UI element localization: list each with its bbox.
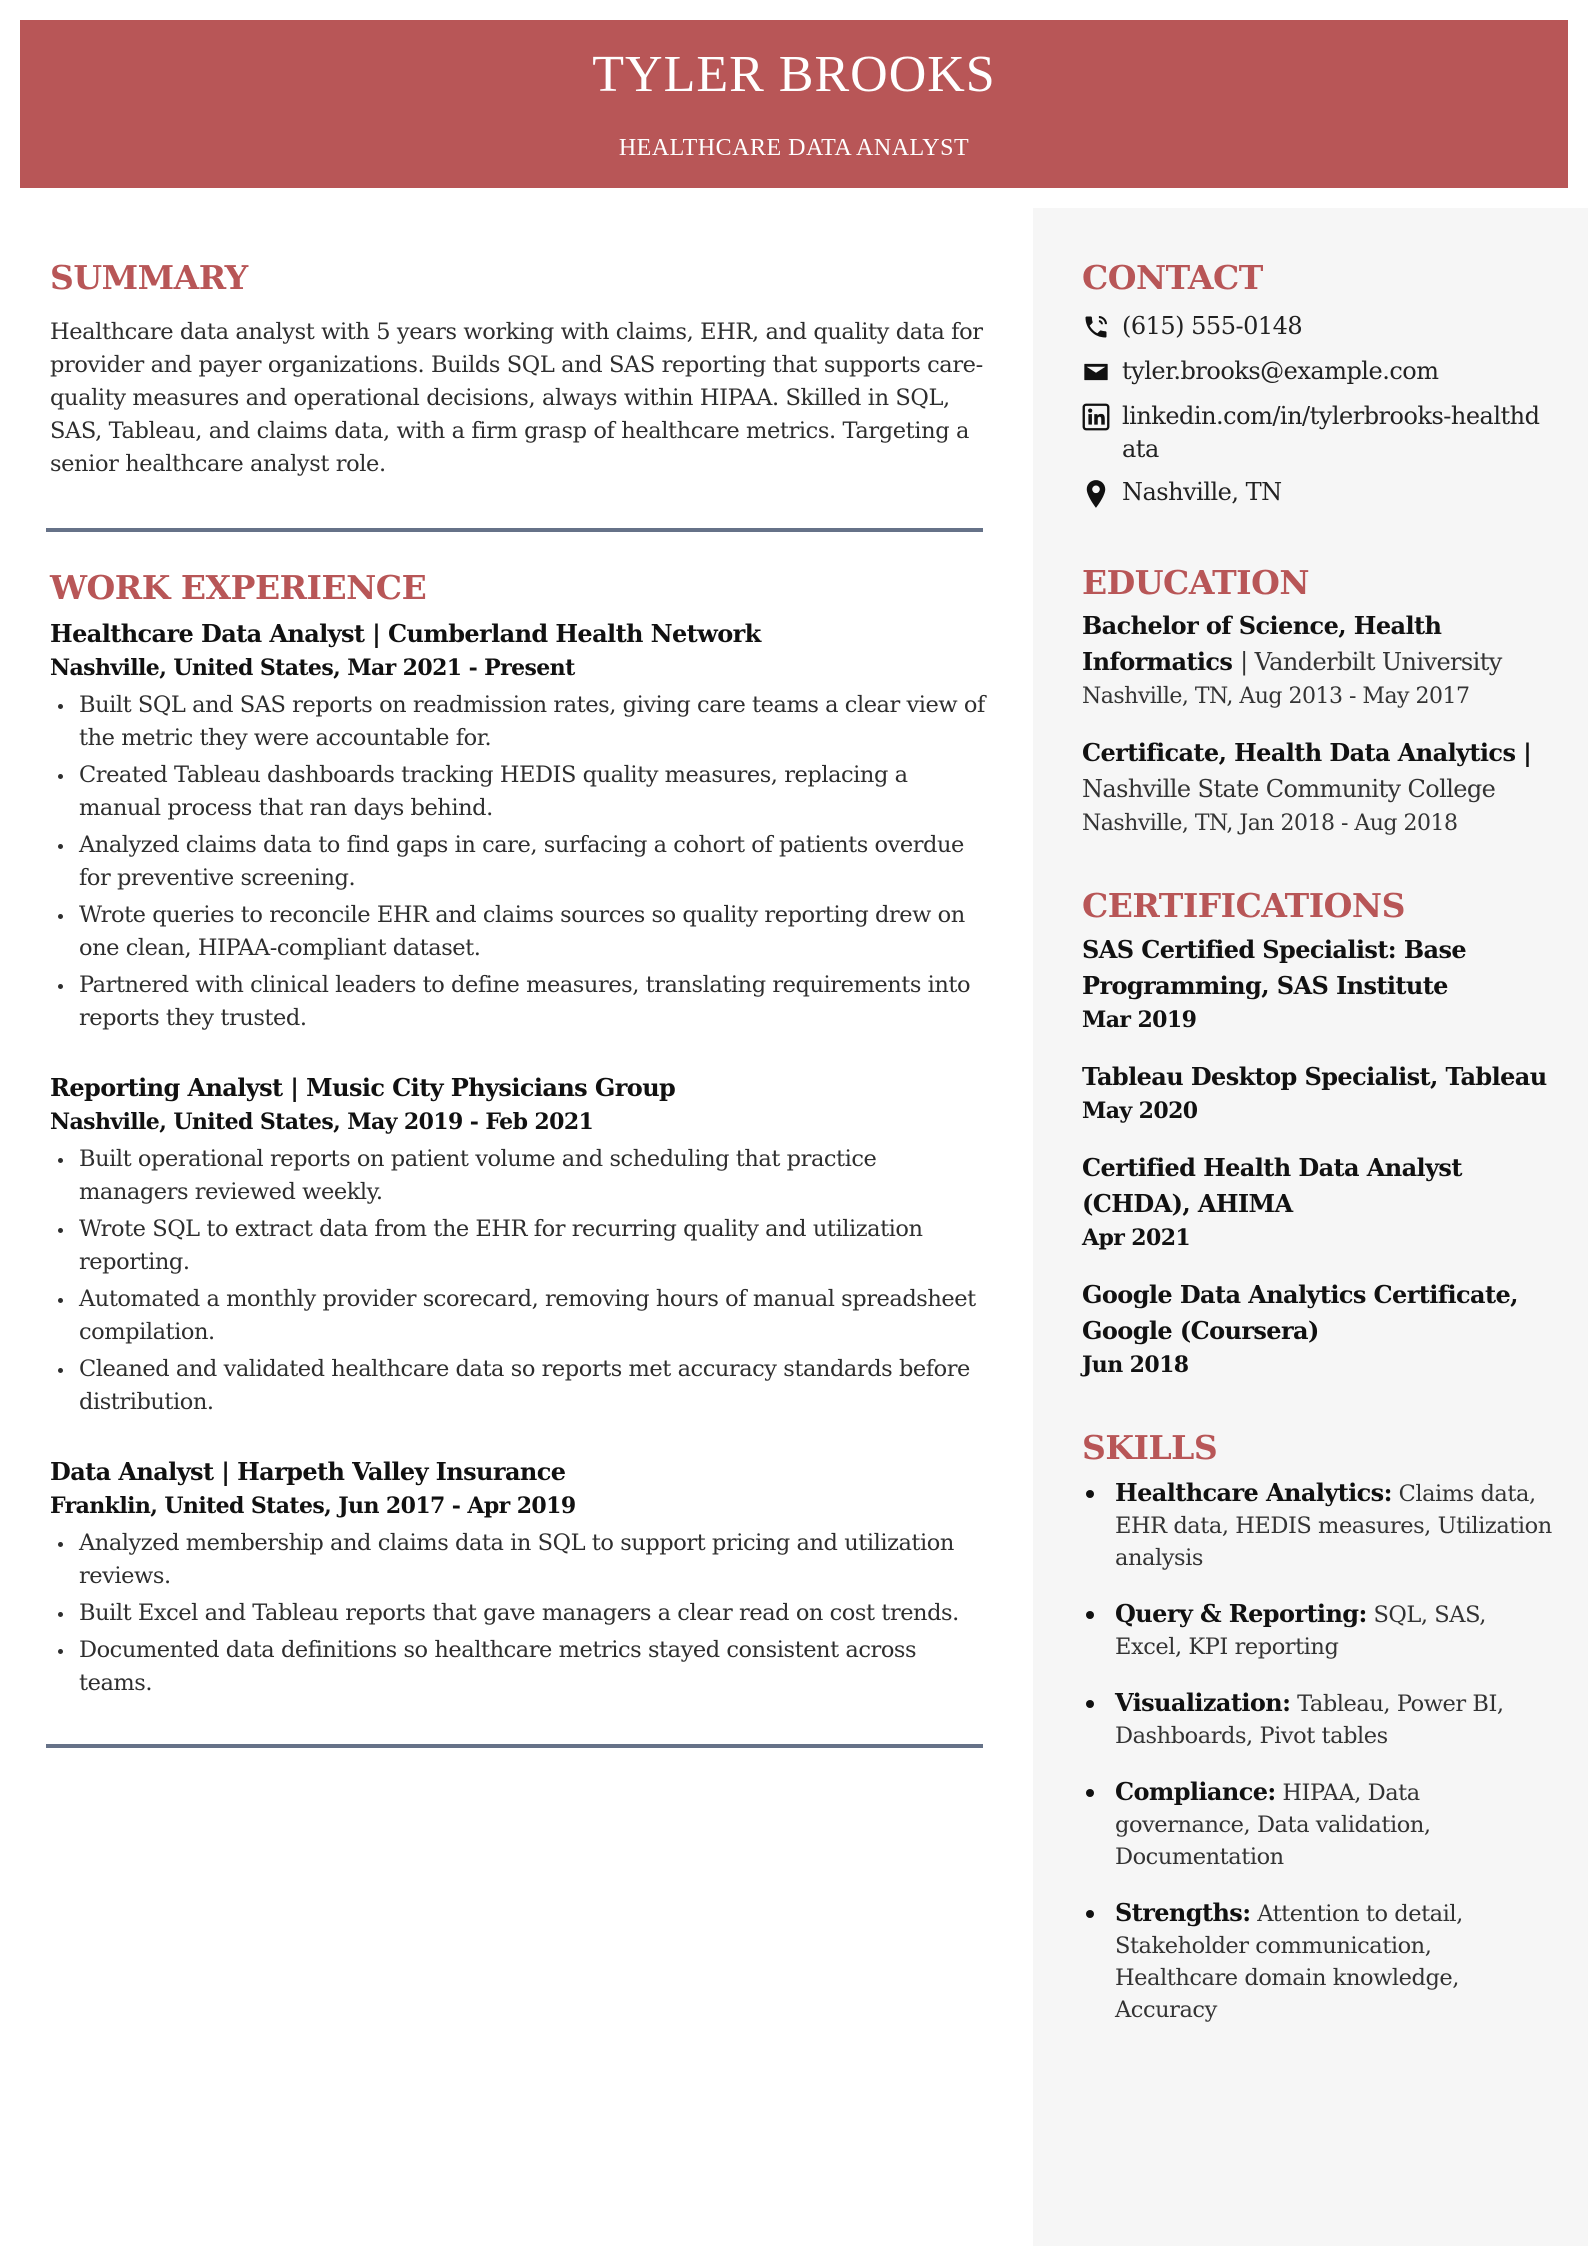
section-divider bbox=[46, 1744, 983, 1748]
main-column bbox=[50, 258, 985, 1748]
contact-phone bbox=[1082, 310, 1552, 345]
job-bullet: Built operational reports on patient volume and scheduling that practice managers reviewed weekly. bbox=[50, 1143, 985, 1209]
skills-heading: SKILLS bbox=[1082, 1427, 1218, 1467]
linkedin-icon bbox=[1082, 400, 1122, 435]
certification-date: Jun 2018 bbox=[1082, 1351, 1189, 1378]
job-bullet: Wrote SQL to extract data from the EHR for recurring quality and utilization reporting. bbox=[50, 1213, 985, 1279]
contact-email bbox=[1082, 355, 1552, 390]
certifications-heading: CERTIFICATIONS bbox=[1082, 886, 1405, 926]
job-meta: Nashville, United States, May 2019 - Feb 2021 bbox=[50, 1109, 594, 1136]
job-entry bbox=[50, 1071, 985, 1419]
skill-item bbox=[1082, 1897, 1552, 2026]
certification-name: Certified Health Data Analyst (CHDA), AHIMA bbox=[1082, 1152, 1462, 1218]
certification-date: May 2020 bbox=[1082, 1097, 1198, 1124]
job-bullets bbox=[50, 689, 985, 1035]
contact-location bbox=[1082, 476, 1552, 513]
resume-header bbox=[20, 20, 1568, 188]
education-degree bbox=[1082, 608, 1552, 680]
education-entry bbox=[1082, 735, 1552, 840]
job-title: Healthcare Data Analyst | Cumberland Health Network bbox=[50, 619, 761, 649]
education-meta: Nashville, TN, Jan 2018 - Aug 2018 bbox=[1082, 811, 1458, 837]
contact-email-text[interactable]: tyler.brooks@example.com bbox=[1122, 356, 1439, 385]
job-bullets bbox=[50, 1143, 985, 1419]
contact-linkedin-text[interactable]: linkedin.com/in/tylerbrooks-healthdata bbox=[1122, 401, 1540, 463]
location-pin-icon bbox=[1082, 476, 1122, 513]
education-section bbox=[1082, 563, 1552, 841]
candidate-name: TYLER BROOKS bbox=[592, 46, 996, 103]
certification-name: Tableau Desktop Specialist, Tableau bbox=[1082, 1061, 1547, 1091]
skill-label: Compliance: bbox=[1115, 1777, 1276, 1807]
certification-name: Google Data Analytics Certificate, Google (Coursera) bbox=[1082, 1279, 1518, 1345]
skill-value: Tableau, Power BI, Dashboards, Pivot tables bbox=[1115, 1691, 1504, 1750]
candidate-title: HEALTHCARE DATA ANALYST bbox=[618, 135, 970, 161]
job-bullet: Automated a monthly provider scorecard, removing hours of manual spreadsheet compilation. bbox=[50, 1283, 985, 1349]
education-meta: Nashville, TN, Aug 2013 - May 2017 bbox=[1082, 684, 1470, 710]
certification-date: Apr 2021 bbox=[1082, 1224, 1191, 1251]
summary-heading: SUMMARY bbox=[50, 258, 248, 297]
job-bullet: Documented data definitions so healthcare metrics stayed consistent across teams. bbox=[50, 1634, 985, 1700]
job-bullet: Wrote queries to reconcile EHR and claims sources so quality reporting drew on one clean, HIPAA-compliant dataset. bbox=[50, 899, 985, 965]
job-bullet: Built Excel and Tableau reports that gave managers a clear read on cost trends. bbox=[50, 1597, 985, 1630]
job-meta: Nashville, United States, Mar 2021 - Present bbox=[50, 655, 575, 682]
section-divider bbox=[46, 528, 983, 532]
certifications-section bbox=[1082, 886, 1552, 1382]
skill-value: HIPAA, Data governance, Data validation, Documentation bbox=[1115, 1780, 1431, 1871]
education-degree bbox=[1082, 735, 1552, 807]
job-title: Reporting Analyst | Music City Physicians Group bbox=[50, 1073, 676, 1103]
school-name: | Vanderbilt University bbox=[1240, 648, 1502, 677]
certification-name: SAS Certified Specialist: Base Programming, SAS Institute bbox=[1082, 934, 1467, 1000]
contact-heading: CONTACT bbox=[1082, 258, 1263, 297]
job-bullet: Analyzed claims data to find gaps in care, surfacing a cohort of patients overdue for preventive screening. bbox=[50, 829, 985, 895]
certification-entry bbox=[1082, 1277, 1552, 1382]
skill-item bbox=[1082, 1598, 1552, 1663]
job-bullet: Cleaned and validated healthcare data so reports met accuracy standards before distribution. bbox=[50, 1353, 985, 1419]
job-bullet: Analyzed membership and claims data in SQL to support pricing and utilization reviews. bbox=[50, 1527, 985, 1593]
summary-section bbox=[50, 258, 985, 481]
job-bullet: Partnered with clinical leaders to define measures, translating requirements into reports they trusted. bbox=[50, 969, 985, 1035]
skill-item bbox=[1082, 1776, 1552, 1873]
job-bullets bbox=[50, 1527, 985, 1700]
job-entry bbox=[50, 1455, 985, 1700]
experience-section bbox=[50, 568, 985, 1701]
skill-label: Query & Reporting: bbox=[1115, 1599, 1367, 1629]
skill-label: Healthcare Analytics: bbox=[1115, 1478, 1392, 1508]
skill-value: SQL, SAS, Excel, KPI reporting bbox=[1115, 1602, 1486, 1661]
degree-name: Bachelor of Science, Health Informatics bbox=[1082, 611, 1442, 677]
skill-value: Attention to detail, Stakeholder communication, Healthcare domain knowledge, Accuracy bbox=[1115, 1901, 1463, 2024]
skill-label: Visualization: bbox=[1115, 1688, 1291, 1718]
certification-entry bbox=[1082, 1150, 1552, 1255]
sidebar-column bbox=[1082, 258, 1552, 2050]
skills-list bbox=[1082, 1477, 1552, 2026]
contact-section bbox=[1082, 258, 1552, 513]
degree-name: Certificate, Health Data Analytics | bbox=[1082, 738, 1532, 768]
skills-section bbox=[1082, 1428, 1552, 2027]
phone-icon bbox=[1082, 310, 1122, 345]
job-meta: Franklin, United States, Jun 2017 - Apr 2019 bbox=[50, 1493, 576, 1520]
certification-entry bbox=[1082, 932, 1552, 1037]
certification-entry bbox=[1082, 1059, 1552, 1128]
job-entry bbox=[50, 617, 985, 1035]
job-bullet: Created Tableau dashboards tracking HEDIS quality measures, replacing a manual process that ran days behind. bbox=[50, 759, 985, 825]
certification-date: Mar 2019 bbox=[1082, 1006, 1197, 1033]
summary-text: Healthcare data analyst with 5 years working with claims, EHR, and quality data for provider and payer organizations. Builds SQL and SAS reporting that supports care-quality measures and operational decisions, always within HIPAA. Skilled in SQL, SAS, Tableau, and claims data, with a firm grasp of healthcare metrics. Targeting a senior healthcare analyst role. bbox=[50, 318, 983, 477]
mail-icon bbox=[1082, 355, 1122, 390]
skill-item bbox=[1082, 1687, 1552, 1752]
school-name: Nashville State Community College bbox=[1082, 775, 1496, 804]
contact-phone-text: (615) 555-0148 bbox=[1122, 311, 1303, 340]
experience-heading: WORK EXPERIENCE bbox=[50, 567, 427, 607]
skill-value: Claims data, EHR data, HEDIS measures, Utilization analysis bbox=[1115, 1481, 1552, 1572]
education-entry bbox=[1082, 608, 1552, 713]
skill-item bbox=[1082, 1477, 1552, 1574]
job-title: Data Analyst | Harpeth Valley Insurance bbox=[50, 1457, 566, 1487]
contact-location-text: Nashville, TN bbox=[1122, 477, 1282, 506]
education-heading: EDUCATION bbox=[1082, 562, 1310, 602]
job-bullet: Built SQL and SAS reports on readmission rates, giving care teams a clear view of the metric they were accountable for. bbox=[50, 689, 985, 755]
skill-label: Strengths: bbox=[1115, 1898, 1251, 1928]
contact-linkedin bbox=[1082, 400, 1552, 466]
